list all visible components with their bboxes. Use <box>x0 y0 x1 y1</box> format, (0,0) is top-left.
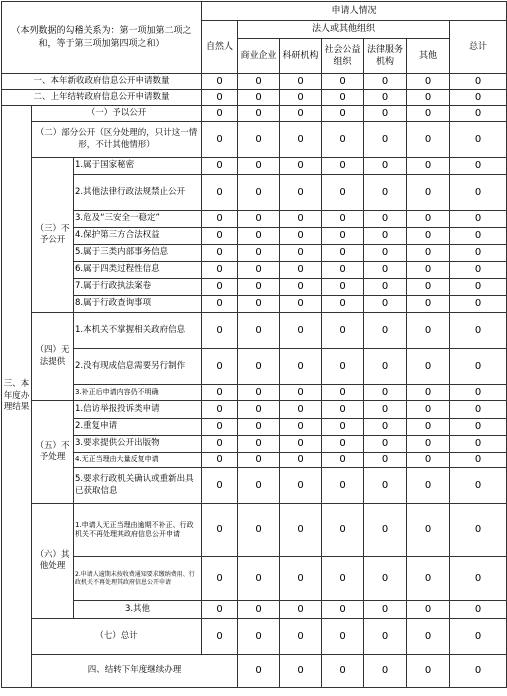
table-row <box>2 74 507 90</box>
value-cell: 0 <box>202 313 238 349</box>
value-cell: 0 <box>407 619 450 655</box>
row-label: 1.属于国家秘密 <box>74 158 202 175</box>
value-cell: 0 <box>202 401 238 419</box>
value-cell: 0 <box>322 619 364 655</box>
value-cell: 0 <box>202 436 238 453</box>
value-cell: 0 <box>202 349 238 385</box>
value-cell: 0 <box>407 279 450 296</box>
row-label: 3.危及“三安全一稳定” <box>74 211 202 228</box>
table-row <box>2 619 507 655</box>
value-cell: 0 <box>450 262 507 279</box>
value-cell: 0 <box>238 228 280 245</box>
value-cell: 0 <box>280 296 322 313</box>
value-cell: 0 <box>202 453 238 468</box>
value-cell: 0 <box>450 211 507 228</box>
social-welfare-header: 社会公益组织 <box>322 39 364 74</box>
value-cell: 0 <box>280 106 322 122</box>
value-cell: 0 <box>364 468 407 504</box>
value-cell: 0 <box>407 557 450 601</box>
disclosure-table <box>1 1 507 688</box>
table-row <box>2 296 507 313</box>
value-cell: 0 <box>364 385 407 401</box>
row-label: 4.无正当理由大量反复申请 <box>74 453 202 468</box>
value-cell: 0 <box>238 419 280 436</box>
table-row <box>2 557 507 601</box>
value-cell: 0 <box>364 349 407 385</box>
row-label: 3.补正后申请内容仍不明确 <box>74 385 202 401</box>
value-cell: 0 <box>364 158 407 175</box>
value-cell: 0 <box>322 262 364 279</box>
value-cell: 0 <box>280 122 322 158</box>
value-cell: 0 <box>450 401 507 419</box>
value-cell: 0 <box>364 655 407 688</box>
value-cell: 0 <box>202 175 238 211</box>
value-cell: 0 <box>364 313 407 349</box>
value-cell: 0 <box>238 158 280 175</box>
value-cell: 0 <box>322 504 364 557</box>
row-label: 1.申请人无正当理由逾期不补正、行政机关不再处理其政府信息公开申请 <box>74 504 202 557</box>
value-cell: 0 <box>280 245 322 262</box>
value-cell: 0 <box>202 468 238 504</box>
value-cell: 0 <box>364 619 407 655</box>
value-cell: 0 <box>322 245 364 262</box>
value-cell: 0 <box>202 296 238 313</box>
value-cell: 0 <box>450 619 507 655</box>
row-label: 5.属于三类内部事务信息 <box>74 245 202 262</box>
value-cell: 0 <box>407 436 450 453</box>
value-cell: 0 <box>238 211 280 228</box>
group-label: （五）不予处理 <box>32 401 74 504</box>
value-cell: 0 <box>322 313 364 349</box>
value-cell: 0 <box>450 279 507 296</box>
value-cell: 0 <box>450 419 507 436</box>
value-cell: 0 <box>450 228 507 245</box>
value-cell: 0 <box>407 468 450 504</box>
value-cell: 0 <box>280 655 322 688</box>
value-cell: 0 <box>364 106 407 122</box>
value-cell: 0 <box>202 279 238 296</box>
value-cell: 0 <box>364 296 407 313</box>
value-cell: 0 <box>407 245 450 262</box>
value-cell: 0 <box>407 349 450 385</box>
table-row <box>2 436 507 453</box>
row-label: （七）总计 <box>32 619 202 655</box>
row-label: 5.要求行政机关确认或重新出具已获取信息 <box>74 468 202 504</box>
value-cell: 0 <box>322 601 364 619</box>
value-cell: 0 <box>238 619 280 655</box>
row-label: 6.属于四类过程性信息 <box>74 262 202 279</box>
value-cell: 0 <box>322 211 364 228</box>
total-header: 总计 <box>450 21 507 74</box>
value-cell: 0 <box>322 228 364 245</box>
value-cell: 0 <box>280 313 322 349</box>
table-row <box>2 468 507 504</box>
value-cell: 0 <box>202 619 238 655</box>
natural-person-header: 自然人 <box>202 21 238 74</box>
value-cell: 0 <box>238 296 280 313</box>
value-cell: 0 <box>450 74 507 90</box>
row-label: 1.本机关不掌握相关政府信息 <box>74 313 202 349</box>
value-cell: 0 <box>364 453 407 468</box>
value-cell: 0 <box>450 313 507 349</box>
group-label: （六）其他处理 <box>32 504 74 619</box>
value-cell: 0 <box>450 296 507 313</box>
value-cell: 0 <box>450 106 507 122</box>
row-label: 8.属于行政查询事项 <box>74 296 202 313</box>
value-cell: 0 <box>407 401 450 419</box>
value-cell: 0 <box>322 158 364 175</box>
row-label: 2.其他法律行政法规禁止公开 <box>74 175 202 211</box>
value-cell: 0 <box>280 74 322 90</box>
table-row <box>2 106 507 122</box>
research-header: 科研机构 <box>280 39 322 74</box>
value-cell: 0 <box>407 106 450 122</box>
value-cell: 0 <box>364 74 407 90</box>
value-cell: 0 <box>202 158 238 175</box>
value-cell: 0 <box>280 619 322 655</box>
value-cell: 0 <box>407 655 450 688</box>
legal-service-header: 法律服务机构 <box>364 39 407 74</box>
value-cell: 0 <box>322 557 364 601</box>
value-cell: 0 <box>238 349 280 385</box>
value-cell: 0 <box>280 279 322 296</box>
value-cell: 0 <box>322 385 364 401</box>
value-cell: 0 <box>450 504 507 557</box>
value-cell: 0 <box>322 74 364 90</box>
value-cell: 0 <box>407 211 450 228</box>
value-cell: 0 <box>322 436 364 453</box>
value-cell: 0 <box>450 557 507 601</box>
value-cell: 0 <box>238 655 280 688</box>
table-row <box>2 313 507 349</box>
table-row <box>2 211 507 228</box>
value-cell: 0 <box>407 453 450 468</box>
row-label: 1.信访举报投诉类申请 <box>74 401 202 419</box>
value-cell: 0 <box>450 655 507 688</box>
value-cell: 0 <box>364 262 407 279</box>
value-cell: 0 <box>450 436 507 453</box>
value-cell: 0 <box>364 557 407 601</box>
value-cell: 0 <box>202 262 238 279</box>
commercial-header: 商业企业 <box>238 39 280 74</box>
value-cell: 0 <box>407 175 450 211</box>
value-cell: 0 <box>322 90 364 106</box>
value-cell: 0 <box>238 74 280 90</box>
row-label: 7.属于行政执法案卷 <box>74 279 202 296</box>
value-cell: 0 <box>407 158 450 175</box>
row-label: 四、结转下年度继续办理 <box>32 655 238 688</box>
value-cell: 0 <box>238 90 280 106</box>
value-cell: 0 <box>280 419 322 436</box>
value-cell: 0 <box>280 228 322 245</box>
value-cell: 0 <box>202 385 238 401</box>
table-row <box>2 158 507 175</box>
applicant-status-header: 申请人情况 <box>202 2 507 21</box>
group-label: （四）无法提供 <box>32 313 74 401</box>
value-cell: 0 <box>280 453 322 468</box>
value-cell: 0 <box>450 90 507 106</box>
value-cell: 0 <box>202 106 238 122</box>
value-cell: 0 <box>364 228 407 245</box>
row-label: 4.保护第三方合法权益 <box>74 228 202 245</box>
value-cell: 0 <box>280 385 322 401</box>
header-row-1 <box>2 2 507 21</box>
value-cell: 0 <box>322 453 364 468</box>
value-cell: 0 <box>407 90 450 106</box>
value-cell: 0 <box>364 90 407 106</box>
row-label: 3.要求提供公开出版物 <box>74 436 202 453</box>
table-row <box>2 419 507 436</box>
table-row <box>2 504 507 557</box>
value-cell: 0 <box>202 122 238 158</box>
value-cell: 0 <box>364 401 407 419</box>
value-cell: 0 <box>238 557 280 601</box>
value-cell: 0 <box>202 504 238 557</box>
row-label: 一、本年新收政府信息公开申请数量 <box>2 74 202 90</box>
value-cell: 0 <box>407 601 450 619</box>
value-cell: 0 <box>238 401 280 419</box>
value-cell: 0 <box>407 122 450 158</box>
value-cell: 0 <box>280 262 322 279</box>
value-cell: 0 <box>322 296 364 313</box>
value-cell: 0 <box>280 175 322 211</box>
value-cell: 0 <box>280 349 322 385</box>
value-cell: 0 <box>450 122 507 158</box>
value-cell: 0 <box>238 468 280 504</box>
value-cell: 0 <box>322 175 364 211</box>
value-cell: 0 <box>280 158 322 175</box>
value-cell: 0 <box>238 504 280 557</box>
table-row <box>2 655 507 688</box>
value-cell: 0 <box>364 279 407 296</box>
table-row <box>2 228 507 245</box>
table-row <box>2 601 507 619</box>
value-cell: 0 <box>322 349 364 385</box>
value-cell: 0 <box>202 74 238 90</box>
value-cell: 0 <box>364 504 407 557</box>
value-cell: 0 <box>407 228 450 245</box>
value-cell: 0 <box>322 401 364 419</box>
value-cell: 0 <box>238 601 280 619</box>
section-label: 三、本年度办理结果 <box>2 106 32 688</box>
value-cell: 0 <box>407 385 450 401</box>
value-cell: 0 <box>238 245 280 262</box>
table-row <box>2 349 507 385</box>
value-cell: 0 <box>238 313 280 349</box>
value-cell: 0 <box>364 601 407 619</box>
value-cell: 0 <box>450 453 507 468</box>
value-cell: 0 <box>238 175 280 211</box>
value-cell: 0 <box>450 245 507 262</box>
value-cell: 0 <box>280 557 322 601</box>
value-cell: 0 <box>322 419 364 436</box>
value-cell: 0 <box>407 313 450 349</box>
legal-group-header: 法人或其他组织 <box>238 21 450 39</box>
value-cell: 0 <box>450 158 507 175</box>
value-cell: 0 <box>322 122 364 158</box>
row-label: 3.其他 <box>74 601 202 619</box>
row-label: 2.申请人逾期未按收费通知要求缴纳费用、行政机关不再处理其政府信息公开申请 <box>74 557 202 601</box>
value-cell: 0 <box>364 211 407 228</box>
table-row <box>2 453 507 468</box>
other-header: 其他 <box>407 39 450 74</box>
value-cell: 0 <box>238 279 280 296</box>
value-cell: 0 <box>407 504 450 557</box>
row-label: 二、上年结转政府信息公开申请数量 <box>2 90 202 106</box>
value-cell: 0 <box>407 419 450 436</box>
value-cell: 0 <box>202 211 238 228</box>
value-cell: 0 <box>238 122 280 158</box>
table-row <box>2 122 507 158</box>
value-cell: 0 <box>407 262 450 279</box>
value-cell: 0 <box>238 453 280 468</box>
value-cell: 0 <box>280 401 322 419</box>
value-cell: 0 <box>280 90 322 106</box>
value-cell: 0 <box>364 175 407 211</box>
value-cell: 0 <box>202 228 238 245</box>
value-cell: 0 <box>280 504 322 557</box>
value-cell: 0 <box>202 557 238 601</box>
row-label: 2.重复申请 <box>74 419 202 436</box>
value-cell: 0 <box>202 601 238 619</box>
value-cell: 0 <box>202 419 238 436</box>
value-cell: 0 <box>450 349 507 385</box>
value-cell: 0 <box>238 262 280 279</box>
value-cell: 0 <box>238 436 280 453</box>
value-cell: 0 <box>322 655 364 688</box>
value-cell: 0 <box>450 385 507 401</box>
table-row <box>2 401 507 419</box>
value-cell: 0 <box>364 436 407 453</box>
row-label: （二）部分公开（区分处理的，只计这一情形，不计其他情形） <box>32 122 202 158</box>
relation-note: （本列数据的勾稽关系为：第一项加第二项之和，等于第三项加第四项之和） <box>2 2 202 74</box>
value-cell: 0 <box>280 601 322 619</box>
value-cell: 0 <box>407 296 450 313</box>
value-cell: 0 <box>450 601 507 619</box>
row-label: （一）予以公开 <box>32 106 202 122</box>
table-row <box>2 385 507 401</box>
value-cell: 0 <box>364 245 407 262</box>
value-cell: 0 <box>364 419 407 436</box>
value-cell: 0 <box>450 468 507 504</box>
table-row <box>2 90 507 106</box>
value-cell: 0 <box>280 211 322 228</box>
table-row <box>2 279 507 296</box>
value-cell: 0 <box>322 279 364 296</box>
row-label: 2.没有现成信息需要另行制作 <box>74 349 202 385</box>
value-cell: 0 <box>450 175 507 211</box>
group-label: （三）不予公开 <box>32 158 74 313</box>
value-cell: 0 <box>322 468 364 504</box>
value-cell: 0 <box>407 74 450 90</box>
table-row <box>2 175 507 211</box>
value-cell: 0 <box>364 122 407 158</box>
value-cell: 0 <box>202 245 238 262</box>
value-cell: 0 <box>238 385 280 401</box>
table-row <box>2 245 507 262</box>
value-cell: 0 <box>202 90 238 106</box>
value-cell: 0 <box>322 106 364 122</box>
value-cell: 0 <box>280 468 322 504</box>
value-cell: 0 <box>280 436 322 453</box>
value-cell: 0 <box>238 106 280 122</box>
table-row <box>2 262 507 279</box>
